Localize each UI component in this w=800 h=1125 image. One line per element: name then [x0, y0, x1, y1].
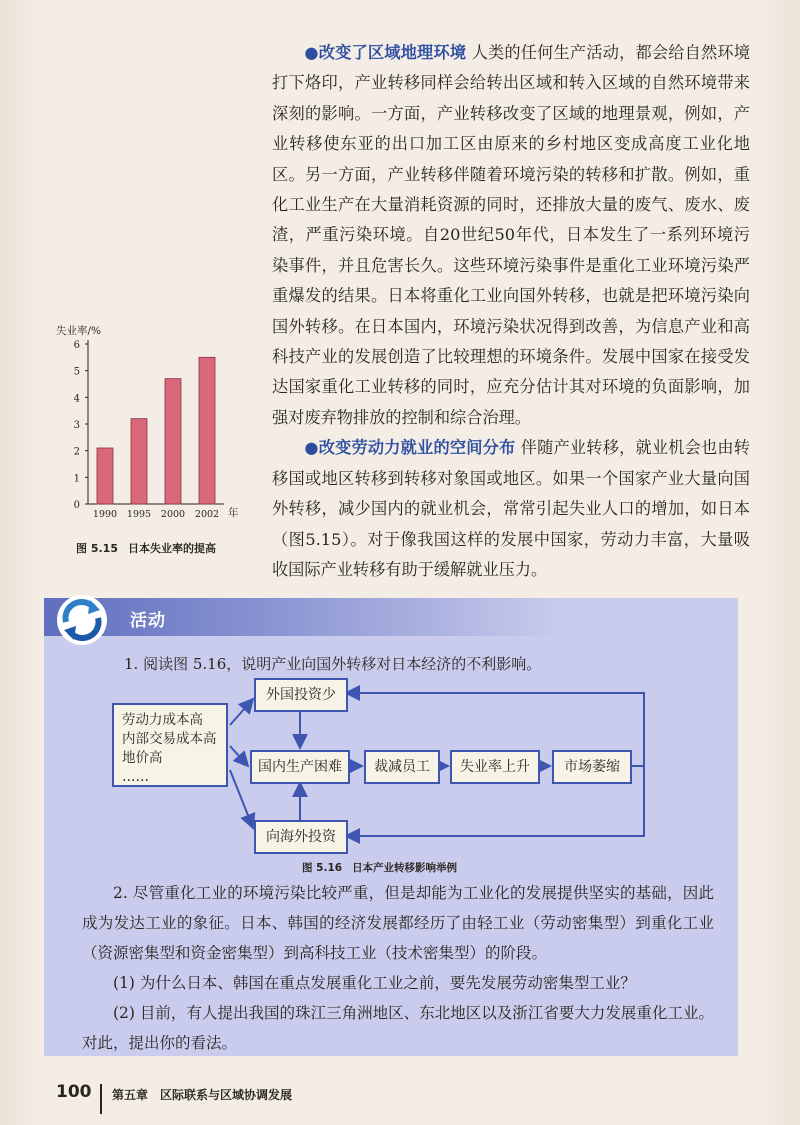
bullet-heading-environment: ●改变了区域地理环境 [304, 43, 467, 62]
question-2: 2. 尽管重化工业的环境污染比较严重，但是却能为工业化的发展提供坚实的基础，因此成为发达工业的象征。日本、韩国的经济发展都经历了由轻工业（劳动密集型）到重化工业（资源密集型和资金密集型）到高科技工业（技术密集型）的阶段。 [82, 884, 714, 962]
cost-item: 内部交易成本高 [122, 731, 217, 747]
figure-caption-5-15 [76, 540, 216, 556]
paragraph-environment [272, 38, 750, 433]
arrow-cost-to-foreign [230, 699, 253, 725]
y-tick-label: 4 [73, 393, 80, 405]
y-tick-label: 2 [73, 446, 80, 458]
paragraph-employment-text: 伴随产业转移，就业机会也由转移国或地区转移到转移对象国或地区。如果一个国家产业大量向国外转移，减少国内的就业机会，常常引起失业人口的增加，如日本（图5.15）。对于像我国这样的发展中国家，劳动力丰富，大量吸收国际产业转移有助于缓解就业压力。 [272, 438, 750, 579]
x-tick-label: 1990 [92, 509, 118, 520]
footer-divider [100, 1084, 102, 1114]
flow-box-layoff: 裁减员工 [364, 750, 440, 784]
x-tick-label: 1995 [126, 509, 152, 520]
bar-1990 [97, 448, 113, 504]
cost-item: 地价高 [122, 750, 163, 766]
flow-box-foreign-investment: 外国投资少 [254, 678, 348, 712]
chapter-title: 第五章 区际联系与区域协调发展 [112, 1088, 293, 1102]
chart-x-labels [93, 509, 219, 520]
bar-2000 [165, 379, 181, 504]
figure-number: 图 5.15 [76, 542, 118, 555]
figure-title: 日本失业率的提高 [127, 542, 216, 555]
chart-bars [97, 357, 215, 504]
flow-box-overseas-investment: 向海外投资 [254, 820, 348, 854]
flow-box-costs [112, 703, 228, 787]
y-tick-label: 6 [73, 340, 80, 351]
question-2-block [82, 878, 714, 1058]
bullet-heading-employment: ●改变劳动力就业的空间分布 [304, 438, 516, 458]
flow-box-domestic-difficulty: 国内生产困难 [250, 750, 350, 784]
x-tick-label: 2002 [194, 509, 220, 520]
arrow-cost-to-domestic [230, 746, 248, 766]
flow-box-market-shrink: 市场萎缩 [552, 750, 632, 784]
figure-number: 图 5.16 [302, 862, 343, 874]
figure-title: 日本产业转移影响举例 [352, 862, 458, 874]
figure-caption-5-16 [302, 860, 457, 875]
y-tick-label: 1 [73, 473, 80, 485]
paragraph-environment-text: 人类的任何生产活动，都会给自然环境打下烙印，产业转移同样会给转出区域和转入区域的自然环境带来深刻的影响。一方面，产业转移改变了区域的地理景观，例如，产业转移使东亚的出口加工区由原来的乡村地区变成高度工业化地区。另一方面，产业转移伴随着环境污染的转移和扩散。例如，重化工业生产在大量消耗资源的同时，还排放大量的废气、废水、废渣，严重污染环境。自20世纪50年代，日本发生了一系列环境污染事件，并且危害长久。这些环境污染事件是重化工业环境污染严重爆发的结果。日本将重化工业向国外转移，也就是把环境污染向国外转移。在日本国内，环境污染状况得到改善，为信息产业和高科技产业的发展创造了比较理想的环境条件。发展中国家在接受发达国家重化工业转移的同时，应充分估计其对环境的负面影响，加强对废弃物排放的控制和综合治理。 [272, 43, 751, 427]
flow-box-unemployment: 失业率上升 [450, 750, 540, 784]
bar-1995 [131, 419, 147, 504]
chart-xlabel: 年 [228, 507, 239, 519]
paragraph-employment [272, 433, 750, 585]
y-tick-label: 3 [73, 420, 80, 431]
unemployment-chart-svg [56, 318, 256, 533]
main-text [272, 38, 750, 585]
bar-2002 [199, 357, 215, 504]
unemployment-chart [56, 318, 256, 533]
page-number: 100 [56, 1082, 92, 1102]
activity-box [44, 598, 738, 1056]
question-2-2: (2) 目前，有人提出我国的珠江三角洲地区、东北地区以及浙江省要大力发展重化工业。对此，提出你的看法。 [82, 1004, 714, 1052]
activity-title: 活动 [130, 611, 166, 631]
y-tick-label: 0 [73, 500, 80, 511]
x-tick-label: 2000 [160, 509, 186, 520]
chart-y-ticks [74, 340, 88, 511]
cost-item: 劳动力成本高 [122, 712, 203, 728]
cost-item: …… [122, 769, 149, 785]
question-1: 1. 阅读图 5.16，说明产业向国外转移对日本经济的不利影响。 [124, 655, 542, 673]
chart-ylabel: 失业率/% [56, 325, 102, 337]
question-2-1: (1) 为什么日本、韩国在重点发展重化工业之前，要先发展劳动密集型工业？ [113, 974, 636, 992]
y-tick-label: 5 [73, 366, 80, 378]
